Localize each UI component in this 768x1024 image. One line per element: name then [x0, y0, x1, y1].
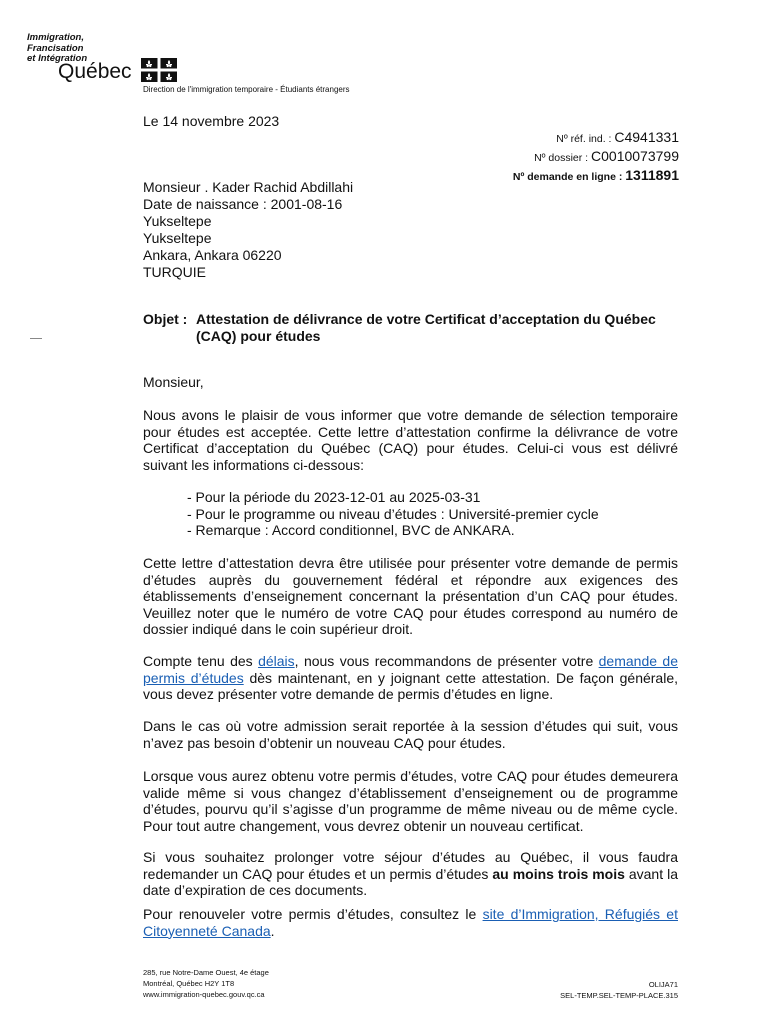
- recipient-line-1: Yukseltepe: [143, 213, 212, 229]
- letter-date: Le 14 novembre 2023: [143, 113, 280, 129]
- paragraph-7-text-2: .: [270, 922, 275, 939]
- subject-label: Objet :: [143, 311, 188, 327]
- delais-link[interactable]: délais: [258, 653, 295, 669]
- footer-codes: [560, 979, 678, 1001]
- salutation: Monsieur,: [143, 374, 204, 390]
- details-list: [187, 489, 599, 539]
- logo-line-2: Francisation: [27, 42, 84, 54]
- subject-text: Attestation de délivrance de votre Certificat d’acceptation du Québec (CAQ) pour études: [196, 311, 656, 344]
- fleur-de-lys-icon: [141, 58, 177, 82]
- paragraph-4: Dans le cas où votre admission serait reportée à la session d’études qui suit, vous n’avez pas besoin d’obtenir un nouveau CAQ pour études.: [143, 718, 678, 751]
- recipient-name: Monsieur . Kader Rachid Abdillahi: [143, 179, 354, 195]
- demande-row: [513, 167, 679, 186]
- reference-block: [513, 129, 679, 186]
- paragraph-1: Nous avons le plaisir de vous informer que votre demande de sélection temporaire pour études est acceptée. Cette lettre d’attestation confirme la délivrance de votre Certificat d’acceptation du Québec (CAQ) pour études. Celui-ci vous est délivré suivant les informations ci-dessous:: [143, 407, 678, 473]
- department-name: Direction de l'immigration temporaire - Étudiants étrangers: [143, 85, 350, 94]
- paragraph-3-text-1: Compte tenu des: [143, 653, 259, 669]
- paragraph-6: [143, 849, 678, 899]
- quebec-wordmark: Québec: [58, 60, 132, 83]
- paragraph-7-text-1: Pour renouveler votre permis d’études, consultez le: [143, 906, 483, 922]
- margin-mark: [30, 338, 42, 339]
- footer-code-2: SEL-TEMP.SEL-TEMP-PLACE.315: [560, 991, 678, 1000]
- paragraph-6-text-2: avant la date d’expiration de ces documents.: [143, 865, 678, 898]
- paragraph-2: Cette lettre d’attestation devra être utilisée pour présenter votre demande de permis d’études auprès du gouvernement fédéral et répondre aux exigences des établissements d’enseignement concernant la présentation d’un CAQ pour études. Veuillez noter que le numéro de votre CAQ pour études correspond au numéro de dossier indiqué dans le coin supérieur droit.: [143, 555, 678, 637]
- paragraph-6-emphasis: au moins trois mois: [492, 865, 625, 882]
- list-item: - Pour le programme ou niveau d’études : Université-premier cycle: [187, 505, 599, 522]
- recipient-country: TURQUIE: [143, 264, 206, 280]
- paragraph-3-text-3: dès maintenant, en y joignant cette attestation. De façon générale, vous devez présenter votre demande de permis d’études en ligne.: [143, 669, 679, 702]
- recipient-line-2: Yukseltepe: [143, 230, 212, 246]
- dossier-row: [513, 148, 679, 167]
- demande-label: Nº demande en ligne :: [512, 171, 623, 183]
- paragraph-3-text-2: , nous vous recommandons de présenter votre: [294, 653, 599, 669]
- paragraph-3: [143, 653, 678, 703]
- paragraph-7: [143, 906, 678, 939]
- ref-ind-row: [513, 129, 679, 148]
- footer-code-1: OLIJA71: [648, 980, 678, 989]
- logo-line-1: Immigration,: [27, 32, 85, 43]
- footer-address: [143, 967, 269, 1000]
- recipient-city: Ankara, Ankara 06220: [143, 247, 282, 263]
- dossier-value: C0010073799: [591, 148, 679, 164]
- demande-value: 1311891: [625, 167, 679, 183]
- ircc-site-link[interactable]: site d’Immigration, Réfugiés et Citoyenneté Canada: [143, 906, 678, 939]
- ref-ind-value: C4941331: [614, 129, 679, 145]
- logo-line-3: et Intégration: [27, 53, 88, 64]
- footer-address-line-2: Montréal, Québec H2Y 1T8: [143, 979, 235, 988]
- list-item: - Pour la période du 2023-12-01 au 2025-03-31: [187, 489, 481, 505]
- recipient-address: [143, 179, 353, 281]
- dossier-label: Nº dossier :: [534, 152, 589, 164]
- quebec-flag-icon: [141, 58, 177, 82]
- list-item: - Remarque : Accord conditionnel, BVC de ANKARA.: [187, 522, 515, 538]
- footer-address-line-1: 285, rue Notre-Dame Ouest, 4e étage: [143, 968, 269, 977]
- study-permit-link[interactable]: demande de permis d’études: [143, 653, 678, 686]
- recipient-birth: Date de naissance : 2001-08-16: [143, 196, 343, 212]
- ref-ind-label: Nº réf. ind. :: [556, 133, 612, 145]
- footer-website: www.immigration-quebec.gouv.qc.ca: [143, 990, 265, 999]
- paragraph-5: Lorsque vous aurez obtenu votre permis d’études, votre CAQ pour études demeurera valide même si vous changez d’établissement d’enseignement ou de programme d’études, pourvu qu’il s’agisse d’un programme de même niveau ou de même cycle. Pour tout autre changement, vous devrez obtenir un nouveau certificat.: [143, 768, 678, 834]
- paragraph-6-text-1: Si vous souhaitez prolonger votre séjour d’études au Québec, il vous faudra redemander un CAQ pour études et un permis d’études: [143, 849, 678, 882]
